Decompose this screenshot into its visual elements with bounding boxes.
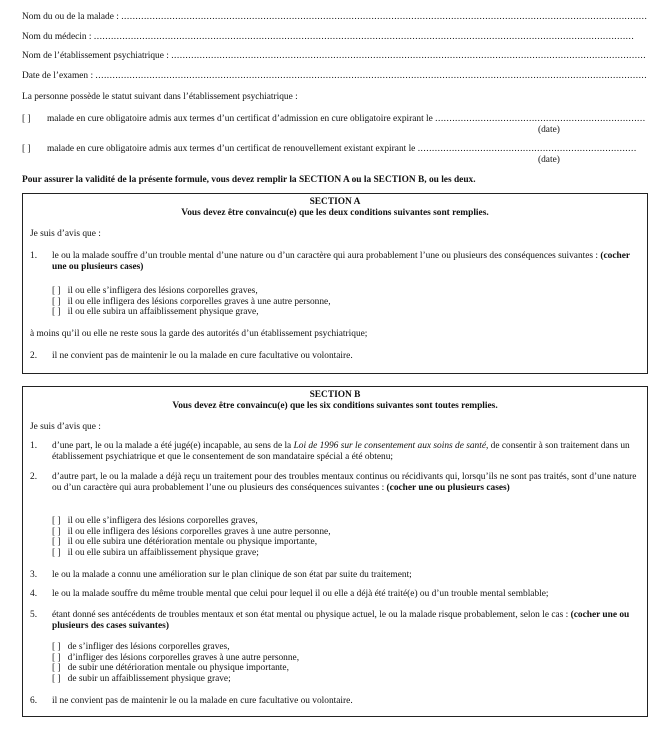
section-b-box: [22, 386, 648, 717]
section-b-item5-option-4[interactable]: [ ] de subir un affaiblissement physique grave;: [52, 673, 231, 684]
section-a-unless: à moins qu’il ou elle ne reste sous la garde des autorités d’un établissement psychiatrique;: [30, 329, 368, 339]
section-a-option-1[interactable]: [ ] il ou elle s’infligera des lésions corporelles graves,: [52, 286, 258, 296]
section-a-option-3[interactable]: [ ] il ou elle subira un affaiblissement physique grave,: [52, 307, 259, 318]
section-b-subtitle: Vous devez être convaincu(e) que les six conditions suivantes sont toutes remplies.: [172, 401, 498, 412]
section-b-item5-option-1[interactable]: [ ] de s’infliger des lésions corporelles graves,: [52, 642, 230, 652]
section-a-options: [52, 286, 331, 318]
section-b-option-1[interactable]: [ ] il ou elle s’infligera des lésions corporelles graves,: [52, 516, 258, 526]
status-date-label-1: (date): [538, 125, 560, 135]
status-checkbox-1[interactable]: [ ]: [22, 114, 31, 124]
section-b-option-2[interactable]: [ ] il ou elle infligera des lésions corporelles graves à une autre personne,: [52, 526, 331, 537]
section-b-options: [52, 516, 331, 558]
section-b-item4-number: 4.: [30, 589, 38, 599]
section-b-item6-number: 6.: [30, 696, 38, 706]
section-b-item2: d’autre part, le ou la malade a déjà reçu un traitement pour des troubles mentaux continus ou récidivants qui, lorsqu’ils ne sont pas traités, sont d’une nature ou d’un caractère qui aura probablement l’une ou plusieurs des conséquences suivantes : (cocher une ou plusieurs cases): [52, 472, 637, 494]
section-b-option-3[interactable]: [ ] il ou elle subira une détérioration mentale ou physique importante,: [52, 537, 318, 548]
status-date-dots-1: ..........................................................................: [435, 114, 646, 124]
section-b-item5-option-3[interactable]: [ ] de subir une détérioration mentale ou physique importante,: [52, 663, 289, 674]
section-b-item5-option-2[interactable]: [ ] d’infliger des lésions corporelles graves à une autre personne,: [52, 652, 300, 663]
section-b-item1-number: 1.: [30, 441, 38, 451]
physician-name-field[interactable]: [22, 32, 634, 43]
status-date-label-2: (date): [538, 155, 560, 165]
section-b-item4: le ou la malade souffre du même trouble mental que celui pour lequel il ou elle a déjà été traité(e) ou d’un trouble mental semblable;: [52, 589, 549, 599]
patient-name-label: Nom du ou de la malade :: [22, 12, 119, 22]
section-b-item5: étant donné ses antécédents de troubles mentaux et son état mental ou physique actuel, le ou la malade risque probablement, selon le cas : (cocher une ou plusieurs des cases suivantes): [52, 610, 630, 632]
section-a-lead: Je suis d’avis que :: [30, 229, 101, 239]
status-option-1: malade en cure obligatoire admis aux termes d’un certificat d’admission en cure obligatoire expirant le ..........................................................................: [47, 114, 646, 124]
exam-date-field[interactable]: [22, 71, 647, 82]
section-a-item1-number: 1.: [30, 251, 38, 261]
section-b-item1: d’une part, le ou la malade a été jugé(e) incapable, au sens de la Loi de 1996 sur le consentement aux soins de santé, de consentir à son traitement dans un établissement psychiatrique et que le consentement de son mandataire spécial a été obtenu;: [52, 441, 630, 463]
status-checkbox-2[interactable]: [ ]: [22, 144, 31, 154]
section-a-option-2[interactable]: [ ] il ou elle infligera des lésions corporelles graves à une autre personne,: [52, 296, 331, 307]
section-b-option-4[interactable]: [ ] il ou elle subira un affaiblissement physique grave;: [52, 547, 259, 558]
section-b-item6: il ne convient pas de maintenir le ou la malade en cure facultative ou volontaire.: [52, 696, 353, 706]
section-b-item2-number: 2.: [30, 472, 38, 482]
section-b-item3-number: 3.: [30, 570, 38, 580]
section-a-box: [22, 193, 648, 374]
section-a-subtitle: Vous devez être convaincu(e) que les deux conditions suivantes sont remplies.: [181, 208, 489, 219]
section-a-item2: il ne convient pas de maintenir le ou la malade en cure facultative ou volontaire.: [52, 351, 353, 361]
section-a-title: SECTION A: [309, 197, 361, 207]
section-b-lead: Je suis d’avis que :: [30, 422, 101, 432]
section-b-title: SECTION B: [309, 390, 361, 400]
physician-name-dots: ..............................................................................................................................................................................................: [93, 32, 635, 42]
section-a-item2-number: 2.: [30, 351, 38, 361]
exam-date-label: Date de l’examen :: [22, 71, 94, 81]
section-a-item1: le ou la malade souffre d’un trouble mental d’une nature ou d’un caractère qui aura probablement l’une ou plusieurs des conséquences suivantes : (cocher une ou plusieurs cases): [52, 251, 630, 273]
facility-name-field[interactable]: [22, 51, 646, 62]
section-b-item5-number: 5.: [30, 610, 38, 620]
facility-name-dots: .......................................................................................................................................................................: [171, 51, 647, 61]
validity-instruction: Pour assurer la validité de la présente formule, vous devez remplir la SECTION A ou la SECTION B, ou les deux.: [22, 175, 476, 185]
physician-name-label: Nom du médecin :: [22, 32, 92, 42]
patient-name-field[interactable]: [22, 12, 647, 23]
section-b-item5-options: [52, 642, 299, 684]
status-option-2: malade en cure obligatoire admis aux termes d’un certificat de renouvellement existant expirant le .............................................................................: [47, 144, 637, 154]
facility-name-label: Nom de l’établissement psychiatrique :: [22, 51, 169, 61]
exam-date-dots: ..................................................................................................................................................................................................: [95, 71, 648, 81]
status-intro: La personne possède le statut suivant dans l’établissement psychiatrique :: [22, 92, 298, 102]
status-date-dots-2: .............................................................................: [417, 144, 637, 154]
section-b-item3: le ou la malade a connu une amélioration sur le plan clinique de son état par suite du traitement;: [52, 570, 412, 580]
patient-name-dots: .........................................................................................................................................................................................: [121, 12, 648, 22]
